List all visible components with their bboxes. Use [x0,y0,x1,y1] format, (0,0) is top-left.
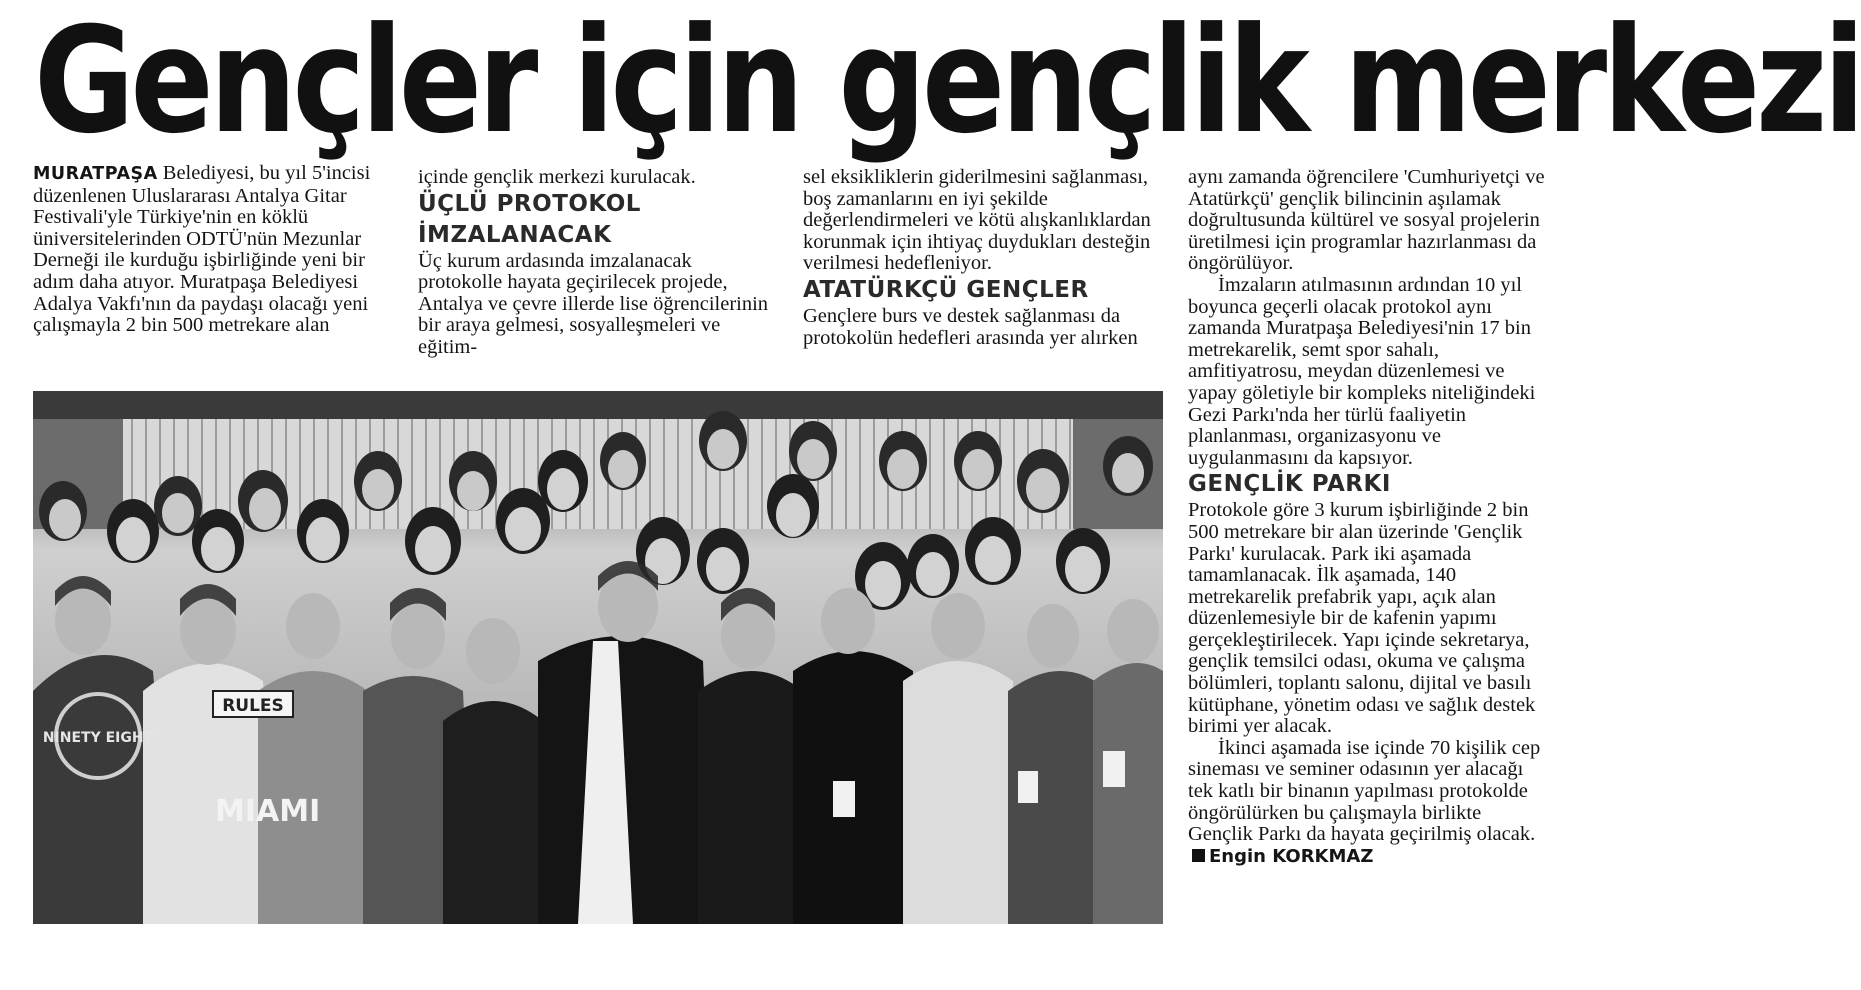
col4-paragraph-4 [1188,738,1548,868]
col4-paragraph-4-text: İkinci aşamada ise içinde 70 kişilik cep sineması ve seminer odasının yer alacağı tek katlı bir binanın yapılması protokolde öngörülürken bu çalışmayla birlikte Gençlik Parkı da hayata geçirilmiş olacak. [1188,736,1541,846]
col4-paragraph-2: İmzaların atılmasının ardından 10 yıl boyunca geçerli olacak protokol aynı zamanda Muratpaşa Belediyesi'nin 17 bin metrekarelik, semt spor sahalı, amfitiyatrosu, meydan düzenlemesi ve yapay göletiyle bir kompleks niteliğindeki Gezi Parkı'nda her türlü faaliyetin planlanması, organizasyonu ve uygulanmasını da kapsıyor. [1188,273,1536,469]
col2-text2: Üç kurum ardasında imzalanacak protokolle hayata geçirilecek projede, Antalya ve çevre illerde lise öğrencilerinin bir araya gelmesi, sosyalleşmeleri ve eğitim- [418,249,769,358]
group-photo [33,391,1163,924]
subheading-genclik-parki: GENÇLİK PARKI [1188,471,1391,498]
col2-text1: içinde gençlik merkezi kurulacak. [418,166,696,188]
author-signature: Engin KORKMAZ [1209,845,1374,867]
lead-word: MURATPAŞA [33,164,158,184]
col1-paragraph [33,163,388,337]
col3-text1: sel eksikliklerin giderilmesini sağlanması, boş zamanlarını en iyi şekilde değerlendirmeleri ve kötü alışkanlıklardan korunmak için ihtiyaç duydukları desteğin verilmesi hedefleniyor. [803,166,1151,275]
column-1 [33,163,388,358]
subheading-ataturkcu-gencler: ATATÜRKÇÜ GENÇLER [803,276,1089,303]
shirt-text-miami: MIAMI [215,794,321,829]
column-4 [1188,167,1548,937]
front-row-bodies [33,636,1163,924]
shirt-text-ninety-eight: NINETY EIGHT [42,730,154,746]
square-bullet-icon [1192,849,1205,862]
column-3 [803,167,1163,367]
group-photo-illustration [33,391,1163,924]
col3-text2: Gençlere burs ve destek sağlanması da protokolün hedefleri arasında yer alırken [803,304,1138,349]
col4-paragraph-3: Protokole göre 3 kurum işbirliğinde 2 bin 500 metrekare bir alan üzerinde 'Gençlik Parkı' kurulacak. Park iki aşamada tamamlanacak. İlk aşamada, 140 metrekarelik prefabrik yapı, açık alan düzenlemesiyle bir de kafenin yapımı gerçekleştirilecek. Yapı içinde sekretarya, gençlik temsilci odası, okuma ve çalışma bölümleri, toplantı salonu, dijital ve basılı kütüphane, yönetim odası ve sağlık destek birimi yer alacak. [1188,499,1536,738]
column-2 [418,167,773,362]
col4-paragraph-1: aynı zamanda öğrencilere 'Cumhuriyetçi ve Atatürkçü' gençlik bilincinin aşılamak doğrultusunda kültürel ve sosyal projelerin üretilmesi için programlar hazırlanması da öngörülüyor. [1188,166,1545,275]
col1-text: Belediyesi, bu yıl 5'incisi düzenlenen Uluslararası Antalya Gitar Festivali'yle Türkiye'nin en köklü üniversitelerinden ODTÜ'nün Mezunlar Derneği ile kurduğu işbirliğinde yeni bir adım daha atıyor. Muratpaşa Belediyesi Adalya Vakfı'nın da paydaşı olacağı yeni çalışmayla 2 bin 500 metrekare alan [33,162,371,337]
headline: Gençler için gençlik merkezi [34,0,1861,166]
subheading-uclu-protokol: ÜÇLÜ PROTOKOL İMZALANACAK [418,190,641,248]
shirt-text-rules: RULES [222,696,284,716]
